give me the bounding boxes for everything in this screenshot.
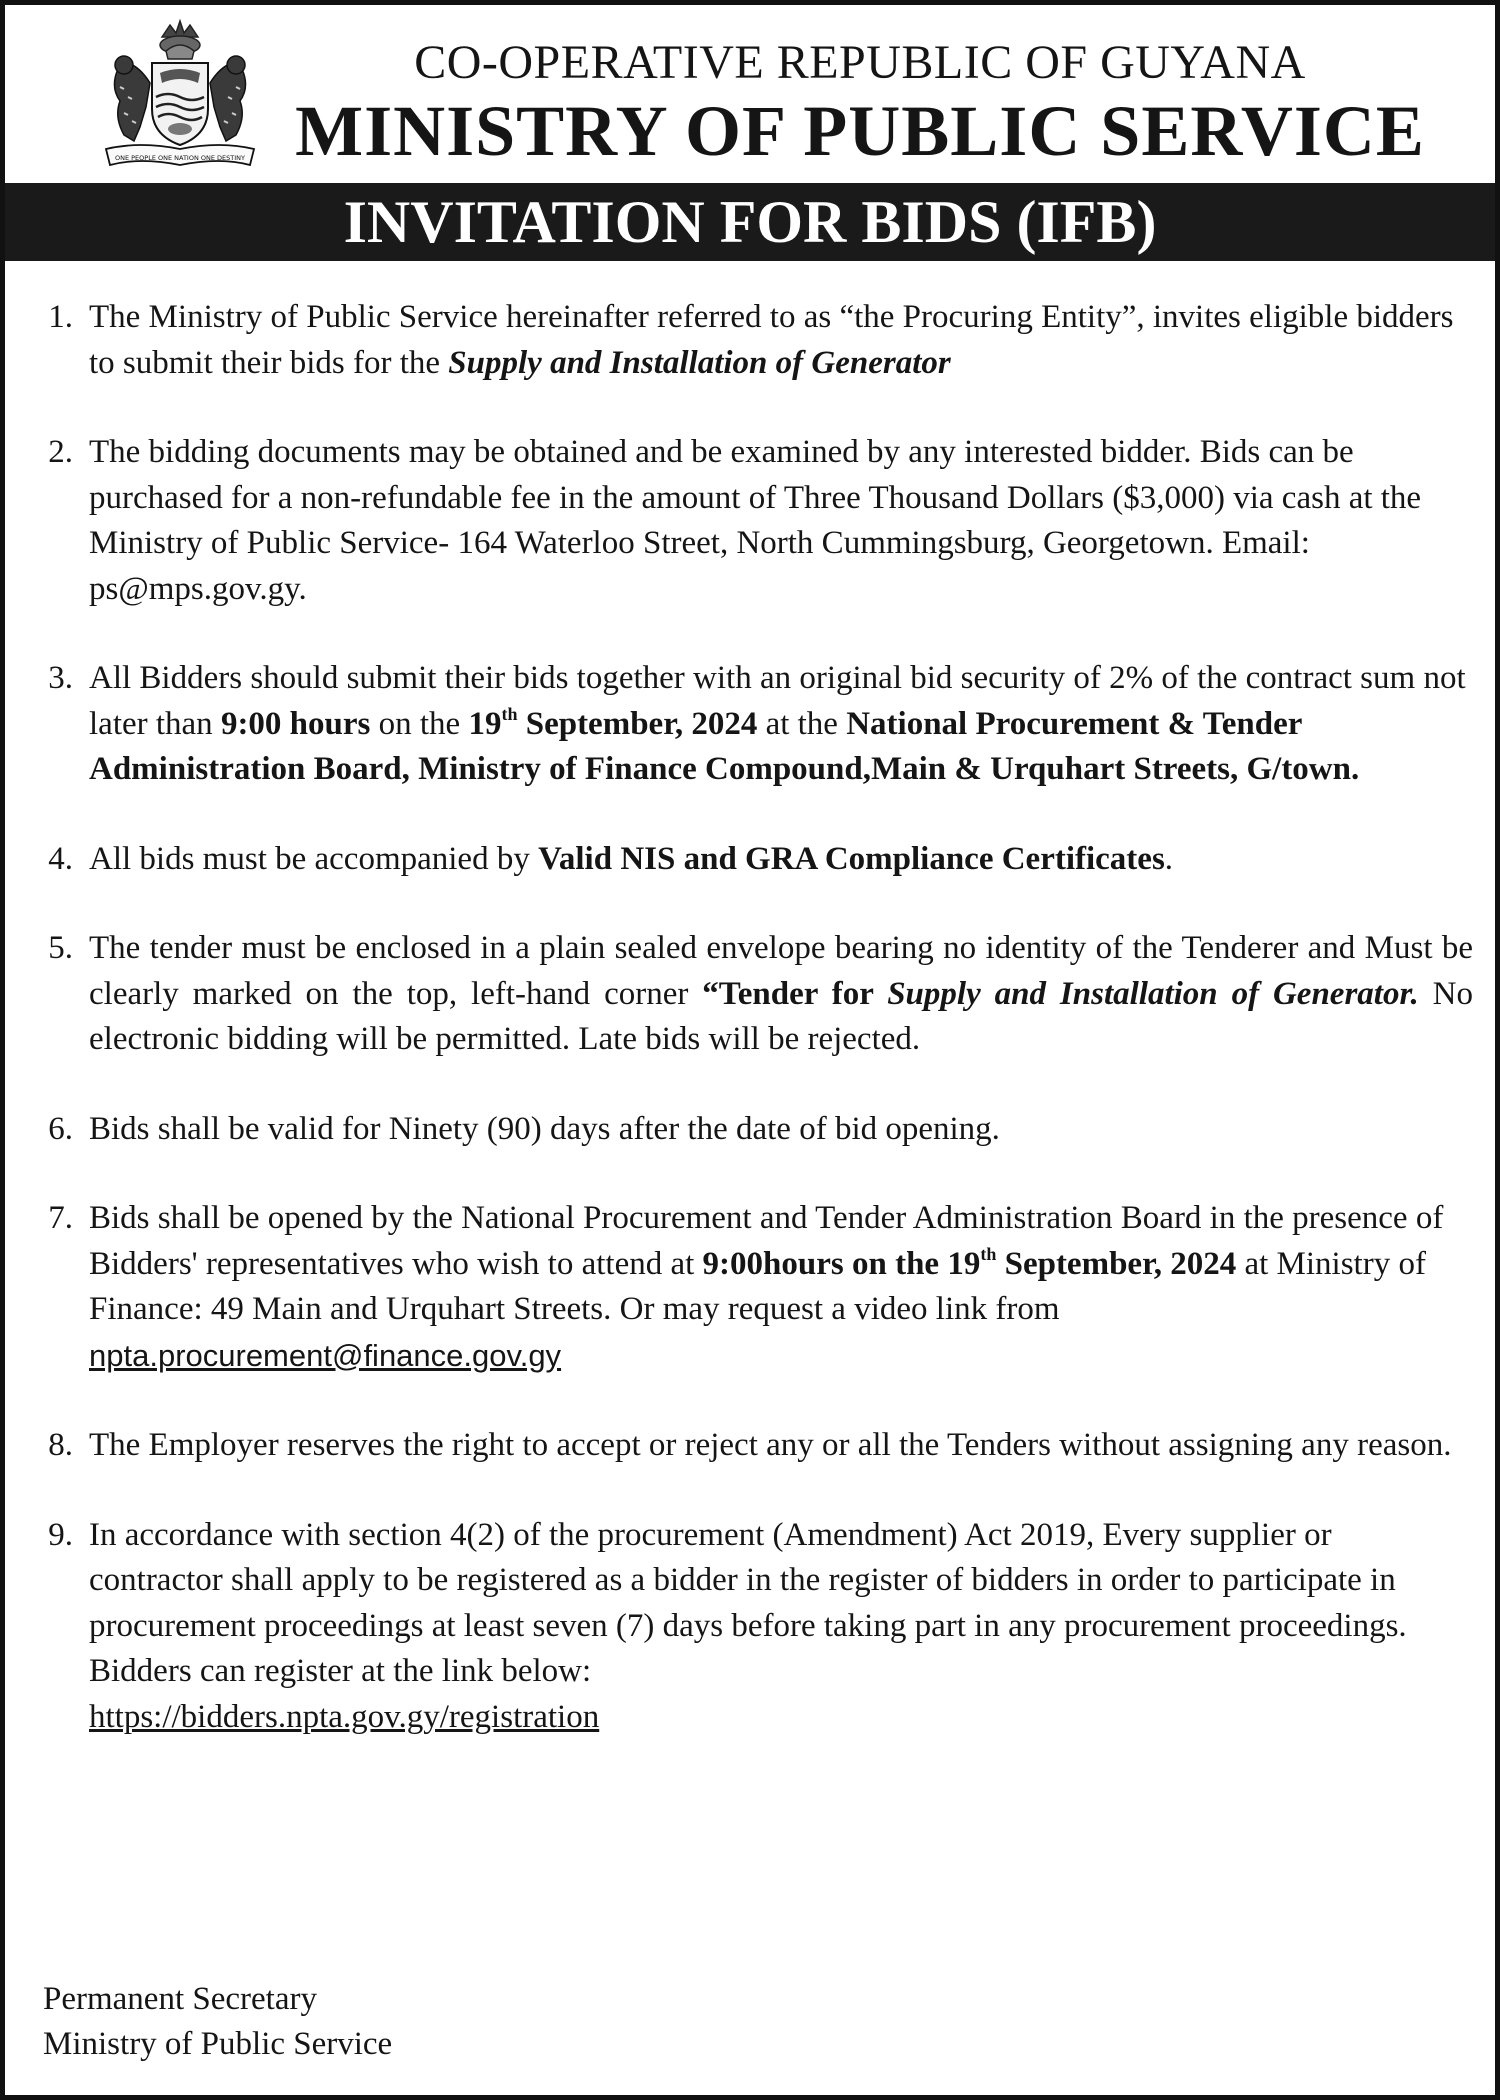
clause-6: [33, 1107, 1473, 1153]
clause-7-text-2: at Ministry of Finance: 49 Main and Urquhart Streets. Or may request a video link from: [89, 1245, 1426, 1327]
clause-4-text: All bids must be accompanied by: [89, 840, 539, 877]
opening-time: 9:00hours on the 19: [702, 1245, 981, 1282]
opening-month-year: September, 2024: [996, 1245, 1237, 1282]
clause-text: [89, 656, 1473, 793]
clause-9-text: In accordance with section 4(2) of the procurement (Amendment) Act 2019, Every supplier or contractor shall apply to be registered as a bidder in the register of bidders in order to participate in procurement proceedings at least seven (7) days before taking part in any procurement proceedings. Bidders can register at the link below:: [89, 1516, 1407, 1689]
republic-name: CO-OPERATIVE REPUBLIC OF GUYANA: [414, 36, 1306, 89]
signature-block: [43, 1977, 392, 2067]
ordinal-suffix: th: [980, 1243, 997, 1264]
coat-of-arms-graphic: [100, 17, 260, 169]
clause-6-text: Bids shall be valid for Ninety (90) days after the date of bid opening.: [89, 1110, 1000, 1147]
clause-1: [33, 295, 1473, 386]
clause-number: 4.: [48, 840, 73, 877]
clause-2: [33, 430, 1473, 612]
clause-5: [33, 926, 1473, 1063]
clause-2-text: The bidding documents may be obtained and be examined by any interested bidder. Bids can be purchased for a non-refundable fee in the amount of Three Thousand Dollars ($3,000) via cash at the Ministry of Public Service- 164 Waterloo Street, North Cummingsburg, Georgetown. Email: ps@mps.gov.gy.: [89, 434, 1422, 607]
clause-4: [33, 837, 1473, 883]
deadline-month-year: September, 2024: [517, 705, 758, 742]
clause-number: 2.: [48, 434, 73, 470]
envelope-marking: “Tender for: [702, 975, 888, 1012]
clause-text: [89, 926, 1473, 1063]
clause-8: [33, 1423, 1473, 1469]
clause-1-text: The Ministry of Public Service hereinafter referred to as “the Procuring Entity”, invites eligible bidders to submit their bids for the: [89, 299, 1454, 381]
envelope-marking-subject: Supply and Installation of Generator.: [887, 975, 1419, 1012]
signatory-office: Ministry of Public Service: [43, 2026, 393, 2062]
clause-3-text: All Bidders should submit their bids together with an original bid security of 2% of the contract sum not later than: [89, 660, 1466, 742]
clause-4-period: .: [1164, 840, 1174, 877]
ifb-clauses: [33, 295, 1473, 1784]
clause-3: [33, 656, 1473, 793]
clause-5-text-2: No electronic bidding will be permitted. Late bids will be rejected.: [89, 975, 1474, 1057]
clause-text: [89, 430, 1473, 612]
required-certificates: Valid NIS and GRA Compliance Certificates: [538, 840, 1165, 877]
registration-link[interactable]: https://bidders.npta.gov.gy/registration: [89, 1698, 600, 1735]
deadline-time: 9:00 hours: [220, 705, 371, 742]
clause-text: [89, 295, 1473, 386]
clause-number: 8.: [48, 1427, 73, 1463]
clause-number: 6.: [48, 1110, 73, 1147]
clause-3-text-3: at the: [757, 705, 847, 742]
signatory-title: Permanent Secretary: [43, 1981, 317, 2017]
clause-number: 7.: [48, 1200, 73, 1236]
notice-header: [5, 5, 1495, 180]
clause-5-text: The tender must be enclosed in a plain sealed envelope bearing no identity of the Tenderer and Must be clearly marked on the top, left-hand corner: [89, 930, 1473, 1012]
clause-7: [33, 1196, 1473, 1379]
clause-number: 1.: [48, 299, 73, 335]
clause-text: [89, 837, 1473, 883]
clause-text: [89, 1423, 1473, 1469]
clause-8-text: The Employer reserves the right to accept or reject any or all the Tenders without assigning any reason.: [89, 1427, 1452, 1463]
deadline-day: 19: [468, 705, 502, 742]
svg-text:ONE PEOPLE ONE NATION ONE DE: ONE PEOPLE ONE NATION ONE DESTINY: [114, 154, 246, 162]
clause-number: 5.: [48, 930, 73, 966]
clause-text: [89, 1513, 1473, 1741]
clause-9: [33, 1513, 1473, 1741]
ifb-title-banner: INVITATION FOR BIDS (IFB): [5, 183, 1495, 261]
clause-7-text: Bids shall be opened by the National Procurement and Tender Administration Board in the presence of Bidders' representatives who wish to attend at: [89, 1200, 1444, 1282]
clause-number: 3.: [48, 660, 73, 696]
ordinal-suffix: th: [501, 703, 518, 724]
clause-text: [89, 1196, 1473, 1379]
clause-number: 9.: [48, 1516, 73, 1553]
clause-3-text-2: on the: [370, 705, 469, 742]
clause-1-subject: Supply and Installation of Generator: [448, 344, 951, 381]
guyana-coat-of-arms-icon: [100, 17, 260, 169]
npta-email-link[interactable]: npta.procurement@finance.gov.gy: [89, 1337, 562, 1373]
clause-text: [89, 1107, 1473, 1153]
ministry-name: MINISTRY OF PUBLIC SERVICE: [295, 91, 1425, 171]
submission-location: National Procurement & Tender Administration Board, Ministry of Finance Compound,Main & Urquhart Streets, G/town.: [89, 705, 1360, 787]
